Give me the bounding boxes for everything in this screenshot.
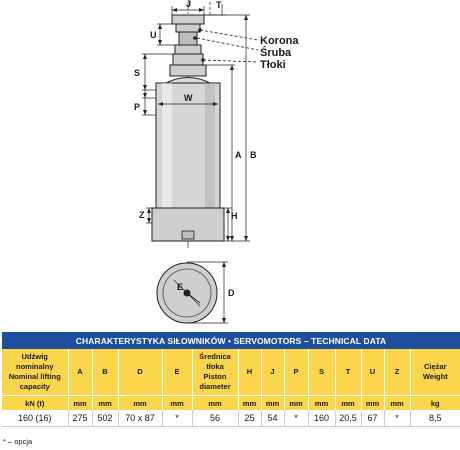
table-header-line: E [174, 367, 180, 376]
table-header-cell [261, 349, 284, 396]
dim-label-h: H [231, 211, 238, 221]
table-unit-cell: mm [384, 396, 410, 411]
technical-data-table [2, 332, 460, 427]
table-header-line: nominalny [15, 362, 54, 371]
table-title: CHARAKTERYSTYKA SIŁOWNIKÓW • SERVOMOTORS – TECHNICAL DATA [2, 332, 460, 349]
table-value-cell: * [162, 410, 192, 427]
bottom-view [157, 262, 228, 323]
table-header-cell [92, 349, 118, 396]
table-header-line: D [137, 367, 143, 376]
table-header-line: U [369, 367, 376, 376]
table-header-line: S [318, 367, 324, 376]
table-header-line: B [102, 367, 108, 376]
dim-label-j: J [186, 0, 192, 9]
table-header-cell [284, 349, 308, 396]
table-header-line: diameter [199, 382, 231, 391]
table-header-line: Nominal lifting [8, 372, 61, 381]
table-header-cell [361, 349, 384, 396]
table-header-line: Weight [422, 372, 448, 381]
crown-screw-pistons [166, 15, 210, 83]
table-header-line: Ciężar [424, 362, 447, 371]
table-unit-cell: mm [162, 396, 192, 411]
dim-label-u: U [150, 30, 157, 40]
table-unit-cell: kg [410, 396, 460, 411]
table-header-cell [410, 349, 460, 396]
table-unit-cell: mm [68, 396, 92, 411]
table-value-cell: 56 [192, 410, 238, 427]
table-header-cell [162, 349, 192, 396]
table-header-line: P [293, 367, 299, 376]
table-header-line: Udźwig [21, 352, 48, 361]
table-value-cell: * [284, 410, 308, 427]
dim-label-a: A [235, 150, 242, 160]
table-header-cell [335, 349, 361, 396]
table-value-cell: 160 [308, 410, 335, 427]
table-unit-cell: mm [284, 396, 308, 411]
table-unit-cell: mm [238, 396, 261, 411]
dim-label-s: S [134, 68, 141, 78]
footnote: * – opcja [3, 437, 33, 446]
table-header-line: A [77, 367, 83, 376]
table-unit-cell: kN (t) [2, 396, 68, 411]
dim-label-w: W [184, 93, 193, 103]
table-header-line: capacity [19, 382, 50, 391]
table-header-line: J [270, 367, 275, 376]
dim-label-t: T [216, 0, 222, 10]
table-value-cell: 70 x 87 [118, 410, 162, 427]
table-unit-cell: mm [192, 396, 238, 411]
table-header-cell [238, 349, 261, 396]
table-header-line: Piston [203, 372, 227, 381]
dim-label-b: B [250, 150, 257, 160]
table-value-cell: 20,5 [335, 410, 361, 427]
table-header-line: tłoka [206, 362, 224, 371]
table-unit-cell: mm [118, 396, 162, 411]
callout-korona: Korona [260, 35, 299, 47]
table-value-cell: 54 [261, 410, 284, 427]
dim-label-z: Z [139, 210, 145, 220]
table-value-cell: 160 (16) [2, 410, 68, 427]
table-header-line: Średnica [199, 352, 231, 361]
table-unit-cell: mm [361, 396, 384, 411]
table-header-line: T [345, 367, 351, 376]
table-value-cell: 25 [238, 410, 261, 427]
table-header-cell [118, 349, 162, 396]
table-header-cell [2, 349, 68, 396]
callout-sruba: Śruba [260, 47, 292, 59]
table-value-cell: 275 [68, 410, 92, 427]
table-unit-cell: mm [261, 396, 284, 411]
table-unit-cell: mm [308, 396, 335, 411]
table-value-cell: 502 [92, 410, 118, 427]
table-header-cell [68, 349, 92, 396]
table-value-cell: 67 [361, 410, 384, 427]
table-unit-cell: mm [92, 396, 118, 411]
table-unit-cell: mm [335, 396, 361, 411]
dim-label-e: E [177, 282, 184, 292]
table-header-line: Z [394, 367, 400, 376]
dim-label-p: P [134, 102, 141, 112]
table-header-cell [384, 349, 410, 396]
table-header-line: H [246, 367, 253, 376]
dim-label-d: D [228, 288, 235, 298]
table-value-cell: 8,5 [410, 410, 460, 427]
table-header-cell [308, 349, 335, 396]
table-header-cell [192, 349, 238, 396]
table-value-cell: * [384, 410, 410, 427]
callout-tloki: Tłoki [260, 59, 286, 71]
